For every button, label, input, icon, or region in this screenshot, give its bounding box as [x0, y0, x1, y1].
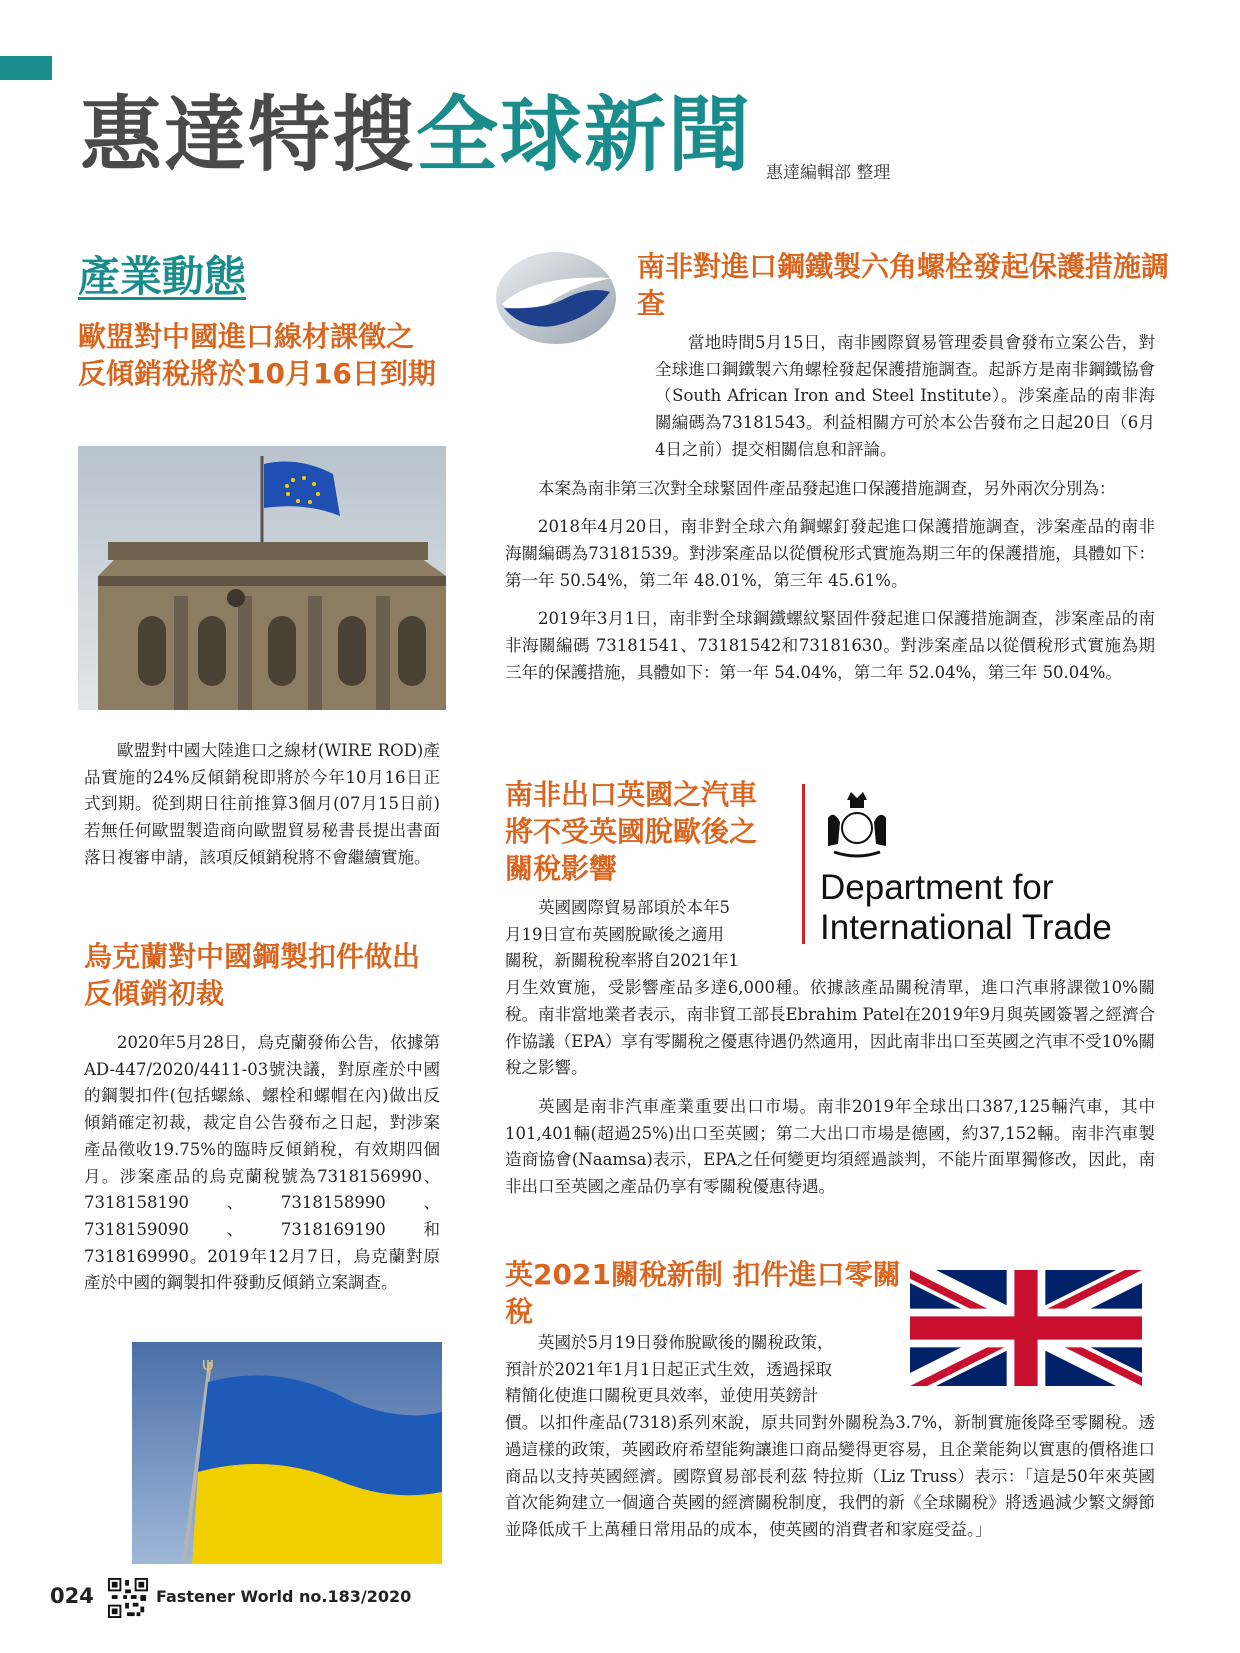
ukraine-article-body [84, 1030, 440, 1309]
masthead-part2: 全球新聞 [416, 88, 753, 183]
qr-code-icon[interactable] [108, 1578, 148, 1618]
section-tab-marker [0, 56, 52, 80]
sa-uk-intro-line: 月19日宣布英國脫歐後之適用 [505, 924, 724, 944]
uk-tariff-wrapped-intro [505, 1330, 897, 1410]
sa-uk-intro-line: 關稅，新關稅稅率將自2021年1 [505, 951, 739, 971]
sa-uk-paragraph-1: 月生效實施，受影響產品多達6,000種。依據該產品關稅清單，進口汽車將課徵10%關稅。南非當地業者表示，南非貿工部長Ebrahim Patel在2019年9月與英國簽署之經濟合作協議（EPA）享有零關稅之優惠待遇仍然適用，因此南非出口至英國之汽車不受10%關稅之影響。 [505, 978, 1155, 1078]
sa-headline: 南非對進口鋼鐵製六角螺栓發起保護措施調查 [637, 250, 1170, 321]
editor-credit: 惠達編輯部 整理 [766, 163, 891, 183]
sa-uk-article-body [505, 895, 1155, 1213]
uk-tariff-intro-line: 英國於5月19日發佈脫歐後的關稅政策， [538, 1333, 834, 1352]
sa-uk-wrapped-intro [505, 895, 777, 975]
sa-paragraph-3: 2018年4月20日，南非對全球六角鋼螺釘發起進口保護措施調查，涉案產品的南非海關編碼為73181539。對涉案產品以從價稅形式實施為期三年的保護措施，具體如下：第一年 50.54%，第二年 48.01%，第三年 45.61%。 [505, 517, 1155, 590]
ukraine-paragraph: 2020年5月28日，烏克蘭發佈公告，依據第AD-447/2020/4411-03號決議，對原產於中國的鋼製扣件(包括螺絲、螺栓和螺帽在內)做出反傾銷確定初裁，裁定自公告發布之日起，對涉案產品徵收19.75%的臨時反傾銷稅，有效期四個月。涉案產品的烏克蘭稅號為7318156990、7318158190、7318158990、7318159090、7318169190和7318169990。2019年12月7日，烏克蘭對原產於中國的鋼製扣件發動反傾銷立案調查。 [84, 1033, 440, 1293]
sa-article-body [505, 330, 1155, 699]
page-footer [50, 1578, 550, 1618]
eu-article-body [84, 738, 440, 884]
uk-tariff-paragraph: 價。以扣件產品(7318)系列來說，原共同對外關稅為3.7%，新制實施後降至零關稅。透過這樣的政策，英國政府希望能夠讓進口商品變得更容易，且企業能夠以實惠的價格進口商品以支持英國經濟。國際貿易部長利茲 特拉斯（Liz Truss）表示：「這是50年來英國首次能夠建立一個適合英國的經濟關稅制度，我們的新《全球關稅》將透過減少繁文縟節並降低成千上萬種日常用品的成本，使英國的消費者和家庭受益。」 [505, 1413, 1155, 1540]
uk-tariff-intro-line: 預計於2021年1月1日起正式生效，透過採取 [505, 1359, 832, 1379]
uk-tariff-article-body [505, 1330, 1155, 1556]
eu-headline: 歐盟對中國進口線材課徵之反傾銷稅將於10月16日到期 [78, 320, 436, 391]
eu-building-photo [78, 446, 446, 710]
sa-uk-headline: 南非出口英國之汽車將不受英國脫歐後之關稅影響 [505, 778, 758, 886]
sa-paragraph-4: 2019年3月1日，南非對全球鋼鐵螺紋緊固件發起進口保護措施調查，涉案產品的南非海關編碼 73181541、73181542和73181630。對涉案產品以從價稅形式實施為期三年的保護措施，具體如下：第一年 54.04%，第二年 52.04%，第三年 50.04%。 [505, 609, 1155, 682]
uk-tariff-headline: 英2021關稅新制 扣件進口零關稅 [505, 1258, 901, 1329]
eu-paragraph: 歐盟對中國大陸進口之線材(WIRE ROD)產品實施的24%反傾銷稅即將於今年10月16日正式到期。從到期日往前推算3個月(07月15日前)若無任何歐盟製造商向歐盟貿易秘書長提出書面落日複審申請，該項反傾銷稅將不會繼續實施。 [84, 741, 440, 867]
masthead-part1: 惠達特搜 [80, 88, 417, 183]
sa-paragraph-2: 本案為南非第三次對全球緊固件產品發起進口保護措施調查，另外兩次分別為： [538, 478, 1116, 498]
uk-tariff-intro-line: 精簡化使進口關稅更具效率，並使用英鎊計 [505, 1386, 819, 1406]
sa-uk-paragraph-2: 英國是南非汽車產業重要出口市場。南非2019年全球出口387,125輛汽車，其中101,401輛(超過25%)出口至英國；第二大出口市場是德國，約37,152輛。南非汽車製造商協會(Naamsa)表示，EPA之任何變更均須經過談判，不能片面單獨修改，因此，南非出口至英國之產品仍享有零關稅優惠待遇。 [505, 1097, 1155, 1197]
ukraine-headline: 烏克蘭對中國鋼製扣件做出反傾銷初裁 [84, 940, 421, 1011]
magazine-issue: Fastener World no.183/2020 [156, 1587, 412, 1606]
svg-text:ψ: ψ [202, 1354, 214, 1375]
royal-crest-icon [820, 788, 894, 862]
ukraine-flag-photo [132, 1342, 442, 1564]
sa-paragraph-1: 當地時間5月15日，南非國際貿易管理委員會發布立案公告，對全球進口鋼鐵製六角螺栓發起保護措施調查。起訴方是南非鋼鐵協會（South African Iron and Steel Institute）。涉案產品的南非海關編碼為73181543。利益相關方可於本公告發布之日起20日（6月4日之前）提交相關信息和評論。 [655, 333, 1155, 459]
page-masthead [80, 86, 752, 186]
dit-logo-line2: International Trade [820, 908, 1112, 947]
dit-logo-line1: Department for [820, 868, 1054, 907]
page-number: 024 [50, 1584, 94, 1608]
section-title: 產業動態 [78, 252, 247, 301]
sa-uk-intro-line: 英國國際貿易部頃於本年5 [538, 898, 730, 917]
